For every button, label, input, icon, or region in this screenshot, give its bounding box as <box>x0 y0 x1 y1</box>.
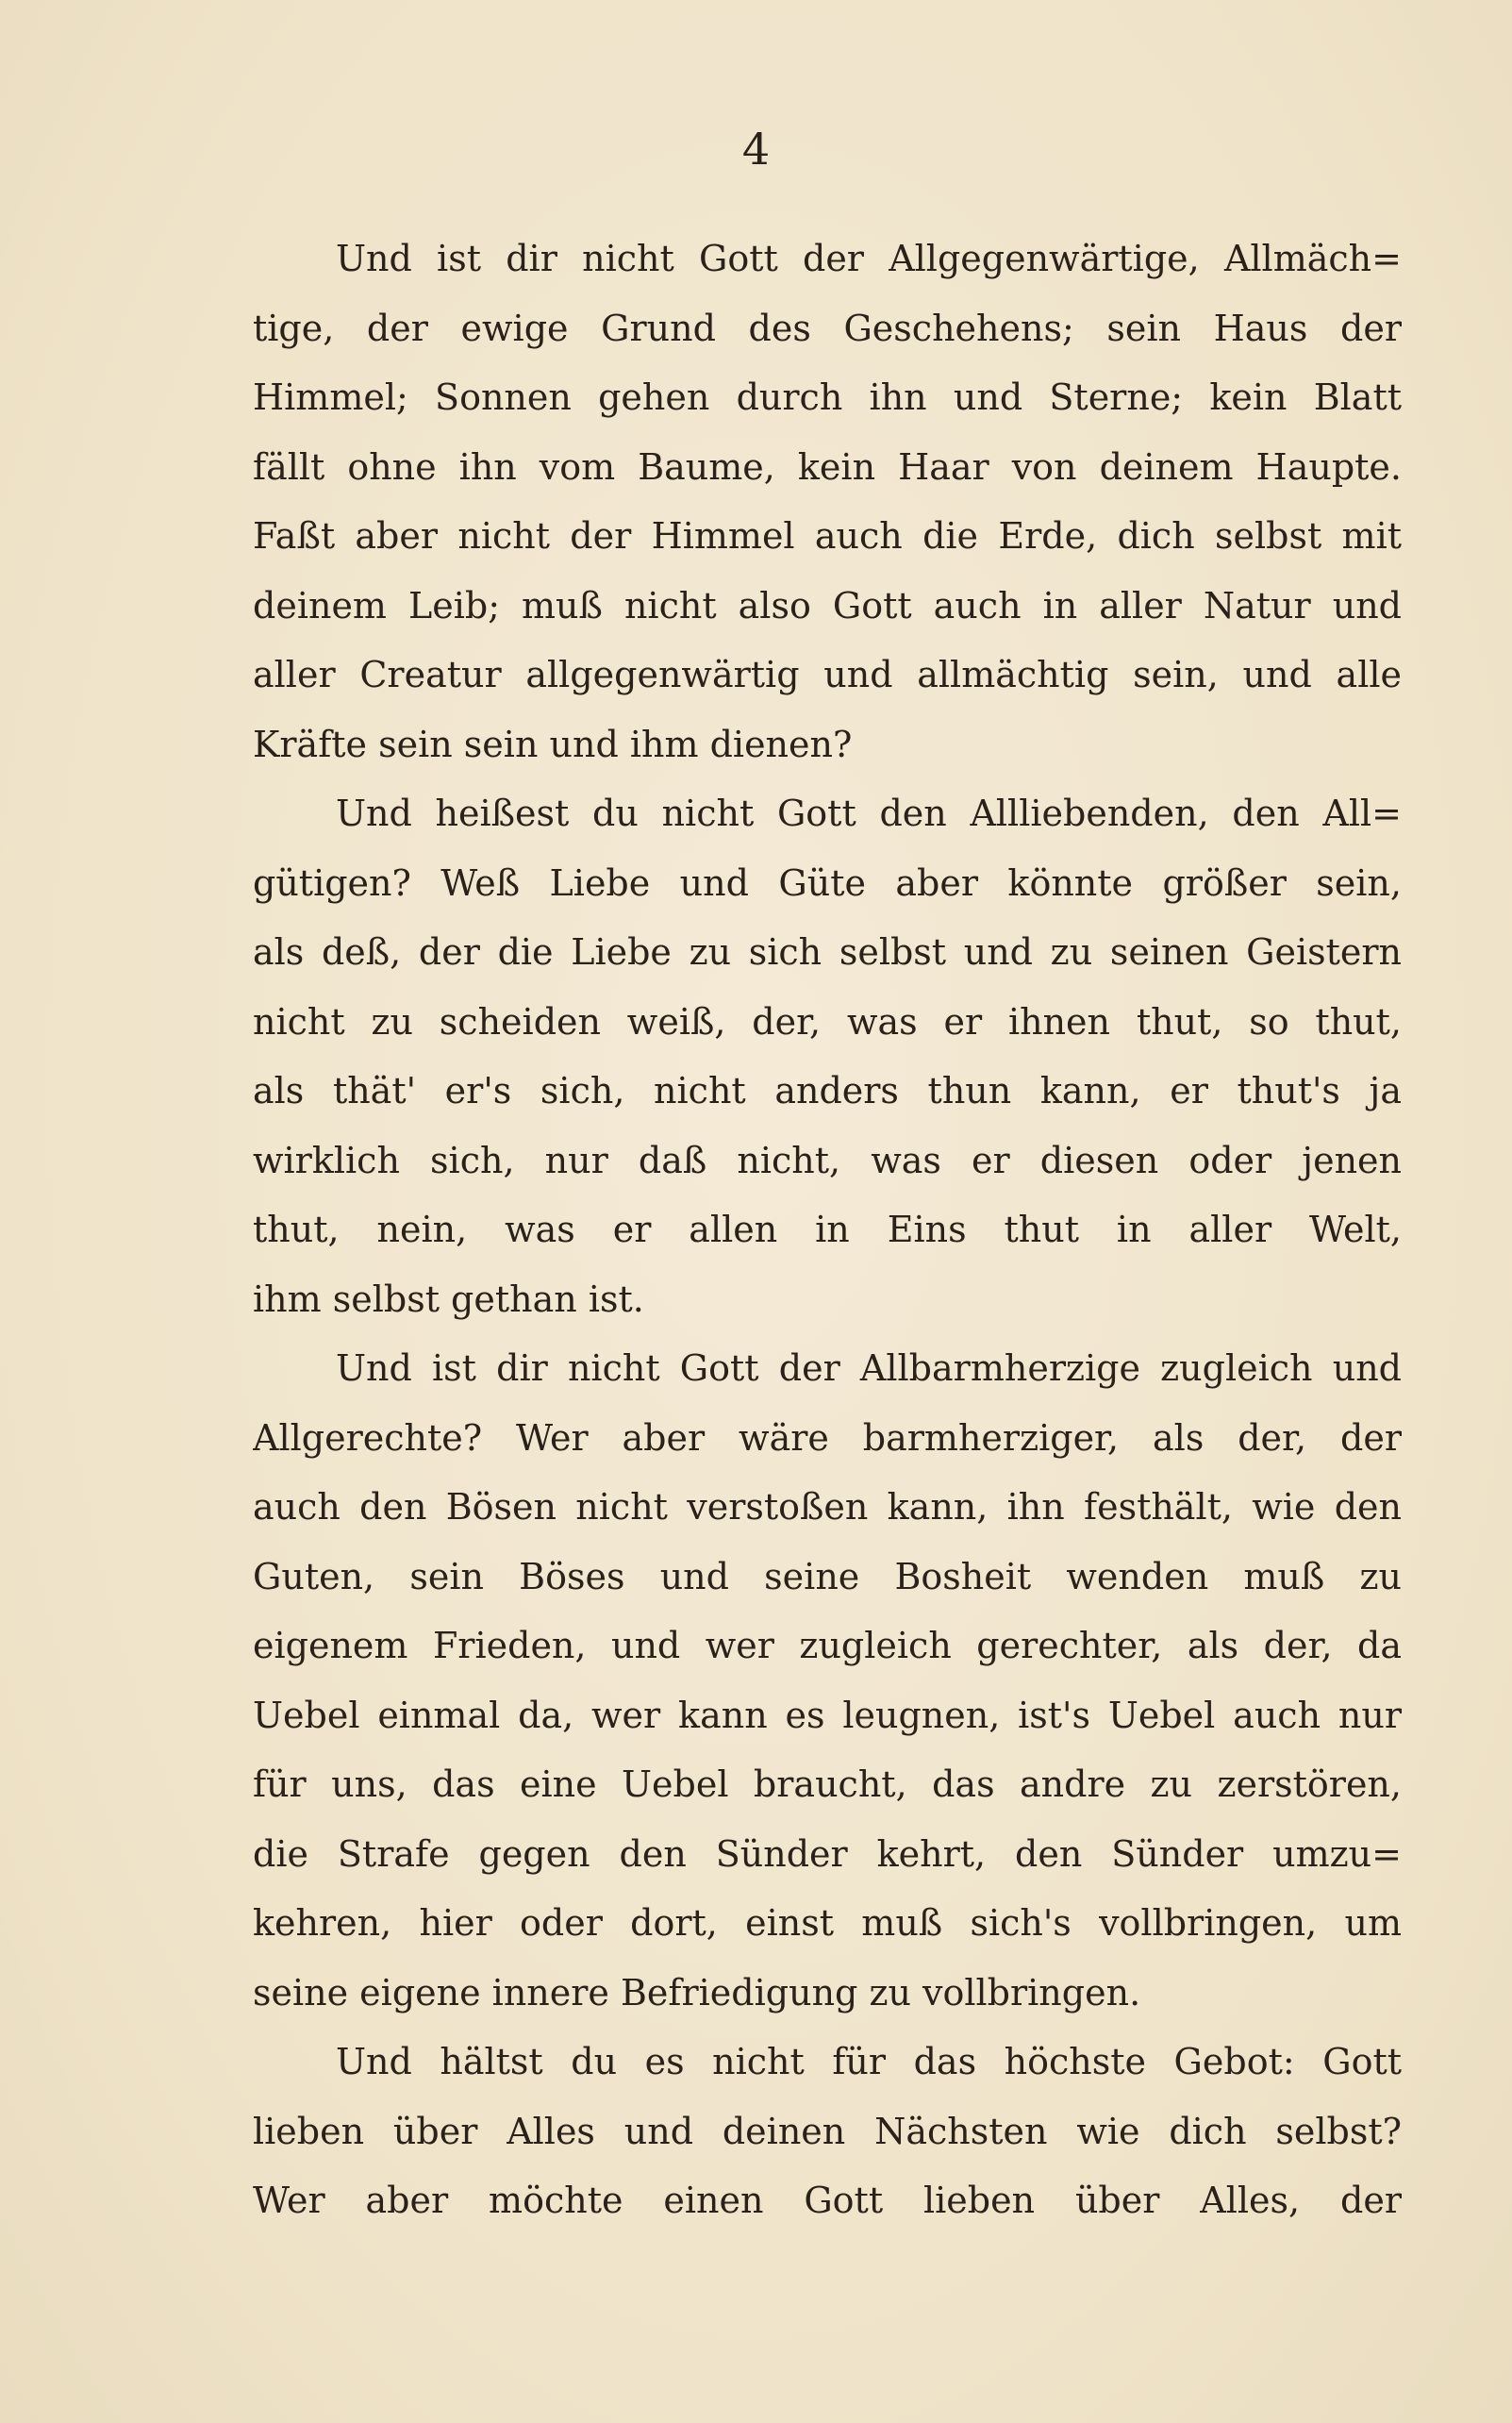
text-line: Und heißest du nicht Gott den Allliebenden, den All= <box>336 793 1402 834</box>
text-line: gütigen? Weß Liebe und Güte aber könnte größer sein, <box>253 861 1402 904</box>
text-line: Wer aber möchte einen Gott lieben über Alles, der <box>253 2180 1402 2221</box>
page-number: 4 <box>741 124 771 175</box>
text-line: Allgerechte? Wer aber wäre barmherziger, als der, der <box>253 1416 1402 1459</box>
text-line: eigenem Frieden, und wer zugleich gerechter, als der, da <box>253 1625 1402 1666</box>
text-line: auch den Bösen nicht verstoßen kann, ihn festhält, wie den <box>253 1486 1402 1528</box>
text-line: tige, der ewige Grund des Geschehens; sein Haus der <box>253 307 1402 349</box>
body-text <box>253 225 1402 2236</box>
text-line: die Strafe gegen den Sünder kehrt, den Sünder umzu= <box>253 1832 1402 1875</box>
text-line: als thät' er's sich, nicht anders thun kann, er thut's ja <box>253 1070 1402 1111</box>
text-line: als deß, der die Liebe zu sich selbst und zu seinen Geistern <box>253 931 1402 973</box>
text-line: lieben über Alles und deinen Nächsten wie dich selbst? <box>253 2110 1402 2152</box>
text-line: Faßt aber nicht der Himmel auch die Erde, dich selbst mit <box>253 515 1402 557</box>
text-line: Und hältst du es nicht für das höchste Gebot: Gott <box>336 2041 1402 2082</box>
text-line: Guten, sein Böses und seine Bosheit wenden muß zu <box>253 1555 1402 1597</box>
text-line: Uebel einmal da, wer kann es leugnen, ist's Uebel auch nur <box>253 1694 1402 1736</box>
text-line: kehren, hier oder dort, einst muß sich's vollbringen, um <box>253 1902 1402 1944</box>
text-line: Kräfte sein sein und ihm dienen? <box>253 723 853 765</box>
text-line: ihm selbst gethan ist. <box>253 1278 644 1320</box>
text-line: aller Creatur allgegenwärtig und allmächtig sein, und alle <box>253 654 1402 695</box>
text-line: fällt ohne ihn vom Baume, kein Haar von deinem Haupte. <box>253 445 1402 488</box>
text-line: deinem Leib; muß nicht also Gott auch in aller Natur und <box>253 584 1402 627</box>
text-line: seine eigene innere Befriedigung zu vollbringen. <box>253 1971 1141 2014</box>
text-line: wirklich sich, nur daß nicht, was er diesen oder jenen <box>253 1139 1402 1181</box>
text-line: Und ist dir nicht Gott der Allbarmherzige zugleich und <box>336 1347 1402 1389</box>
text-line: Himmel; Sonnen gehen durch ihn und Sterne; kein Blatt <box>253 376 1402 418</box>
text-line: nicht zu scheiden weiß, der, was er ihnen thut, so thut, <box>253 1000 1402 1043</box>
text-line: Und ist dir nicht Gott der Allgegenwärtige, Allmäch= <box>336 238 1402 279</box>
text-line: thut, nein, was er allen in Eins thut in aller Welt, <box>253 1209 1402 1250</box>
text-line: für uns, das eine Uebel braucht, das andre zu zerstören, <box>253 1763 1402 1805</box>
